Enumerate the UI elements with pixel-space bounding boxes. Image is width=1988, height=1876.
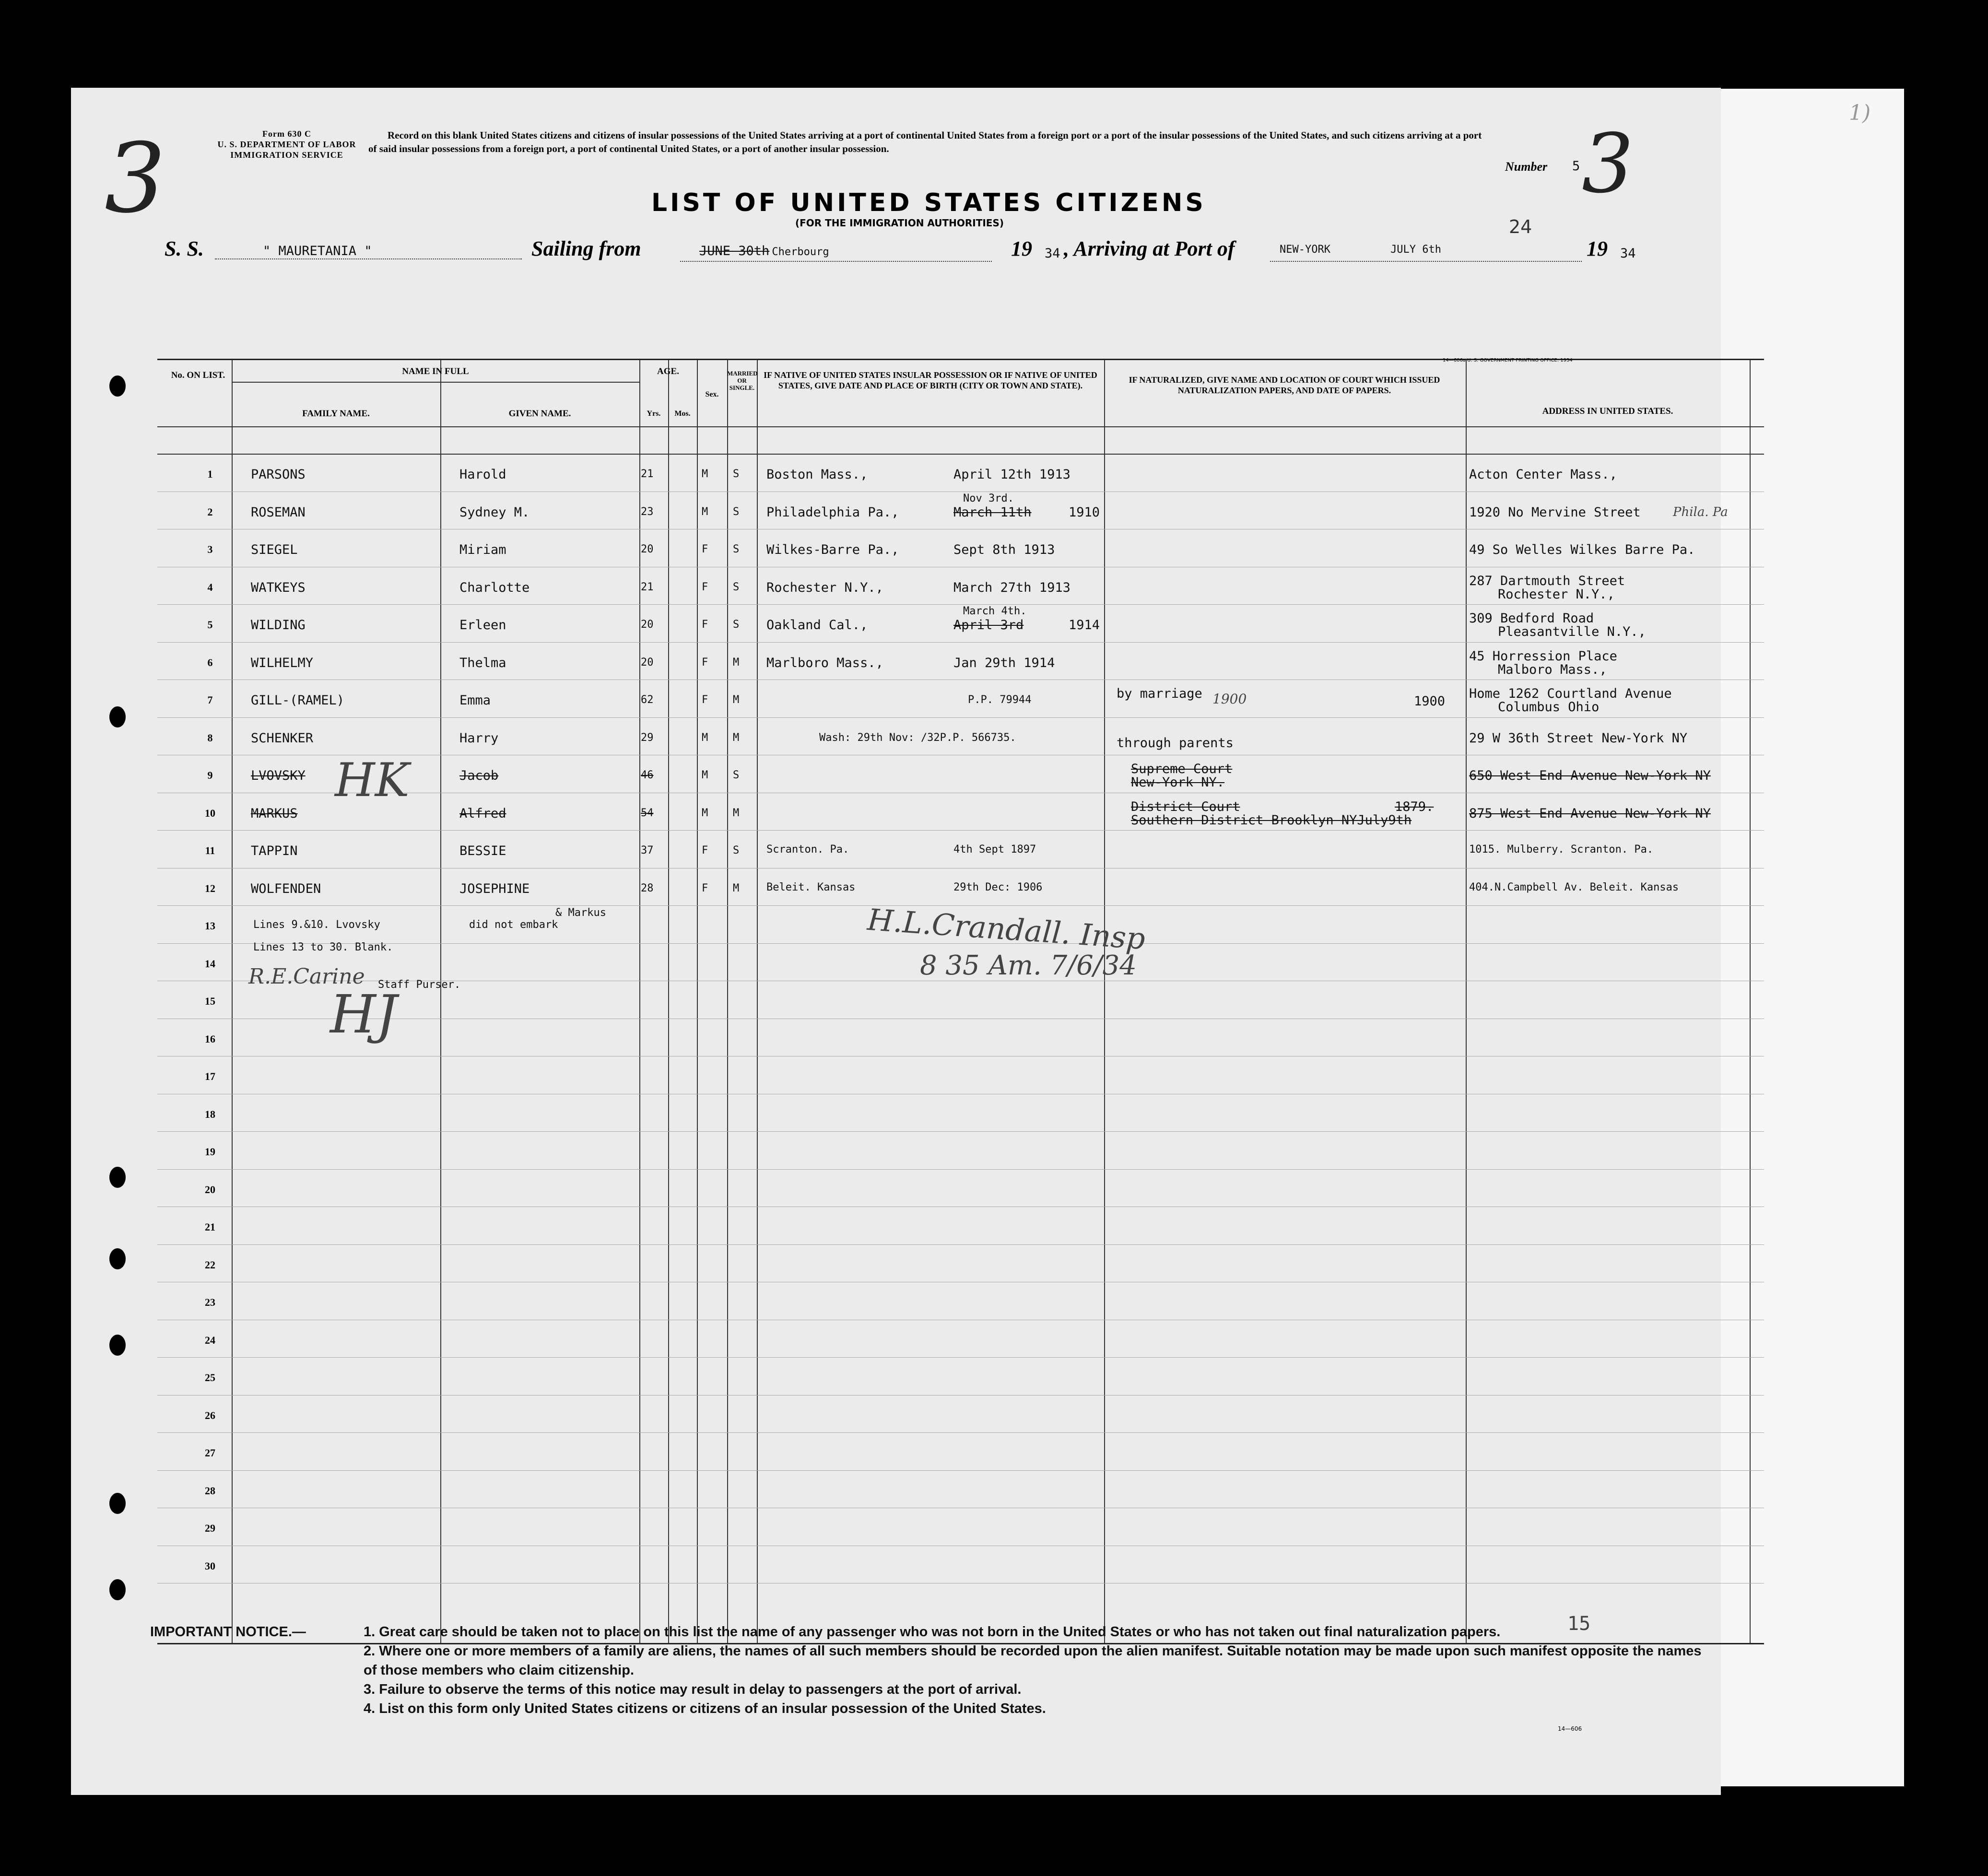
marital-status: M	[733, 807, 740, 819]
family-name: WATKEYS	[251, 580, 306, 595]
markus-insert: & Markus	[555, 907, 606, 919]
marital-status: M	[733, 882, 740, 894]
line-number: 9	[207, 769, 213, 781]
line-number: 20	[205, 1183, 215, 1196]
line-number: 10	[205, 807, 215, 819]
age-years: 20	[641, 656, 654, 668]
sex: M	[702, 731, 708, 744]
birth-place: Rochester N.Y.,	[766, 580, 883, 595]
naturalization: Supreme Court	[1131, 762, 1233, 776]
family-name: WILHELMY	[251, 655, 314, 670]
purser-signature: R.E.Carine	[248, 964, 365, 989]
naturalization: through parents	[1117, 735, 1234, 750]
line-number: 12	[205, 882, 215, 894]
age-years: 20	[641, 619, 654, 631]
birth-place: Marlboro Mass.,	[766, 655, 883, 670]
marital-status: S	[733, 468, 740, 480]
address: 404.N.Campbell Av. Beleit. Kansas	[1469, 881, 1679, 893]
sex: M	[702, 505, 708, 518]
punch-hole	[109, 1167, 126, 1188]
row-rule	[157, 1432, 1764, 1433]
sailing-label: Sailing from	[531, 237, 641, 260]
given-name: JOSEPHINE	[459, 881, 530, 896]
line-number: 13	[205, 920, 215, 932]
remark-line13b: did not embark	[469, 919, 558, 931]
line-number: 19	[205, 1146, 215, 1158]
ss-label: S. S.	[165, 237, 204, 260]
marital-status: S	[733, 619, 740, 631]
row-rule	[157, 604, 1764, 605]
sex: F	[702, 619, 708, 631]
birth-date-struck: April 3rd	[953, 618, 1024, 633]
col-naturalized: IF NATURALIZED, GIVE NAME AND LOCATION OF COURT WHICH ISSUED NATURALIZATION PAPERS, AND DATE OF PAPERS.	[1129, 375, 1440, 395]
remark-line13a: Lines 9.&10. Lvovsky	[253, 919, 380, 931]
family-name: SIEGEL	[251, 542, 298, 557]
family-name: WILDING	[251, 618, 306, 633]
row-rule	[157, 642, 1764, 643]
line-number: 5	[207, 619, 213, 631]
birth-place: Philadelphia Pa.,	[766, 504, 899, 520]
given-name: Thelma	[459, 655, 506, 670]
col-age: AGE.	[657, 366, 679, 376]
row-rule	[157, 1169, 1764, 1170]
age-years: 21	[641, 468, 654, 480]
line-number: 4	[207, 581, 213, 593]
arriving-label: , Arriving at Port of	[1064, 237, 1235, 260]
naturalization-year: 1879.	[1395, 799, 1434, 814]
sex: F	[702, 581, 708, 593]
line-number: 11	[205, 844, 215, 856]
col-mos: Mos.	[674, 410, 691, 418]
row-rule	[157, 1244, 1764, 1245]
col-given: GIVEN NAME.	[508, 409, 571, 419]
hand-initials-2: HJ	[330, 984, 398, 1045]
sex: M	[702, 468, 708, 480]
number-value: 5	[1572, 159, 1580, 174]
family-name: MARKUS	[251, 806, 298, 821]
col-name: NAME IN FULL	[402, 366, 469, 376]
given-name: Emma	[459, 693, 491, 708]
number-label: Number	[1505, 160, 1548, 174]
naturalization-court: New-York NY.	[1131, 775, 1225, 790]
line-number: 16	[205, 1032, 215, 1045]
birth-place: Wilkes-Barre Pa.,	[766, 542, 899, 557]
sex: F	[702, 543, 708, 555]
number-hand: 3	[1582, 117, 1634, 211]
punch-hole	[109, 1248, 126, 1269]
row-rule	[157, 1131, 1764, 1132]
sex: M	[702, 769, 708, 781]
given-name: Alfred	[459, 806, 506, 821]
line-number: 1	[207, 468, 213, 480]
inspector-time: 8 35 Am. 7/6/34	[920, 950, 1137, 981]
line-number: 23	[205, 1296, 215, 1308]
address: 287 Dartmouth Street	[1469, 573, 1625, 588]
sex: F	[702, 882, 708, 894]
address-hand: Phila. Pa	[1673, 504, 1728, 519]
address: 875 West End Avenue New-York NY	[1469, 806, 1711, 821]
inspector-signature: H.L.Crandall. Insp	[866, 902, 1147, 957]
row-rule	[157, 1357, 1764, 1358]
page-note: 24	[1509, 216, 1532, 237]
big-number-left: 3	[105, 123, 166, 234]
line-number: 27	[205, 1447, 215, 1459]
line-number: 28	[205, 1484, 215, 1497]
marital-status: M	[733, 731, 740, 744]
passport-number: P.P. 79944	[968, 694, 1032, 706]
notice-item: 2. Where one or more members of a family are aliens, the names of all such members should be recorded upon the alien manifest. Suitable notation may be made upon such manifest opposite the names of those members who claim citizenship.	[364, 1643, 1702, 1678]
line-number: 6	[207, 656, 213, 668]
address: 1015. Mulberry. Scranton. Pa.	[1469, 844, 1654, 856]
address: 45 Horression Place	[1469, 648, 1617, 664]
sex: F	[702, 844, 708, 856]
form-intro: Record on this blank United States citizens and citizens of insular possessions of the United States arriving at a port of continental United States from a foreign port or a port of the insular possessions of the United States, and such citizens arriving at a port of said insular possessions from a foreign port, a port of continental United States, or a port of another insular possession.	[368, 129, 1482, 154]
birth-place: Oakland Cal.,	[766, 618, 868, 633]
family-name: PARSONS	[251, 467, 306, 482]
row-rule	[157, 830, 1764, 831]
naturalization-year-hand: 1900	[1212, 691, 1247, 707]
given-name: Harold	[459, 467, 506, 482]
family-name: ROSEMAN	[251, 504, 306, 520]
col-family: FAMILY NAME.	[302, 409, 370, 419]
naturalization-year: 1900	[1414, 694, 1446, 709]
row-rule	[157, 717, 1764, 718]
family-name: GILL-(RAMEL)	[251, 693, 345, 708]
birth-date: March 27th 1913	[953, 580, 1070, 595]
row-rule	[157, 1470, 1764, 1471]
address: Acton Center Mass.,	[1469, 467, 1617, 482]
birth-place: Boston Mass.,	[766, 467, 868, 482]
page-number: 15	[1567, 1613, 1591, 1635]
birth-place: Scranton. Pa.	[766, 844, 849, 856]
birth-date-correction: Nov 3rd.	[963, 492, 1014, 504]
footer-code: 14—606	[1558, 1725, 1582, 1732]
address-line2: Malboro Mass.,	[1498, 662, 1607, 677]
arrival-year: 34	[1620, 246, 1636, 261]
hand-initials: HK	[335, 753, 410, 807]
punch-hole	[109, 1335, 126, 1356]
address-line2: Columbus Ohio	[1498, 700, 1600, 715]
punch-hole	[109, 375, 126, 397]
line-number: 30	[205, 1559, 215, 1572]
family-name: SCHENKER	[251, 730, 314, 746]
line-number: 3	[207, 543, 213, 555]
address: 1920 No Mervine Street	[1469, 504, 1641, 520]
notice-item: 3. Failure to observe the terms of this notice may result in delay to passengers at the port of arrival.	[364, 1682, 1022, 1697]
col-yrs: Yrs.	[647, 410, 661, 418]
age-years: 29	[641, 731, 654, 744]
punch-hole	[109, 706, 126, 727]
line-number: 15	[205, 995, 215, 1007]
birth-date: 4th Sept 1897	[953, 844, 1036, 856]
line-number: 29	[205, 1522, 215, 1534]
given-name: Sydney M.	[459, 504, 530, 520]
naturalization-court: Southern District Brooklyn NYJuly9th	[1131, 812, 1412, 828]
birth-date-struck: March 11th	[953, 504, 1032, 520]
manifest-page	[71, 88, 1728, 1795]
given-name: Charlotte	[459, 580, 530, 595]
given-name: Erleen	[459, 618, 506, 633]
given-name: Miriam	[459, 542, 506, 557]
page-subtitle: (FOR THE IMMIGRATION AUTHORITIES)	[795, 217, 1004, 229]
family-name: TAPPIN	[251, 844, 298, 858]
age-years: 21	[641, 581, 654, 593]
age-years: 28	[641, 882, 654, 894]
col-address: ADDRESS IN UNITED STATES.	[1542, 406, 1673, 416]
naturalization: by marriage	[1117, 686, 1202, 701]
notice-list	[364, 1622, 1706, 1718]
naturalization: District Court	[1131, 799, 1240, 814]
marital-status: M	[733, 694, 740, 706]
col-sex: Sex.	[705, 390, 719, 399]
line-number: 14	[205, 957, 215, 970]
given-name: Harry	[459, 730, 499, 746]
page-title: LIST OF UNITED STATES CITIZENS	[651, 188, 1206, 217]
notice-label: IMPORTANT NOTICE.—	[150, 1624, 306, 1640]
given-name: Jacob	[459, 768, 499, 783]
birth-place: Beleit. Kansas	[766, 881, 856, 893]
age-years: 54	[641, 807, 654, 819]
col-birth: IF NATIVE OF UNITED STATES INSULAR POSSESSION OR IF NATIVE OF UNITED STATES, GIVE DATE AND PLACE OF BIRTH (CITY OR TOWN AND STATE).	[764, 370, 1097, 390]
passport-number: Wash: 29th Nov: /32P.P. 566735.	[819, 731, 1016, 744]
marital-status: S	[733, 505, 740, 518]
line-number: 26	[205, 1409, 215, 1421]
sex: F	[702, 656, 708, 668]
age-years: 23	[641, 505, 654, 518]
line-number: 22	[205, 1258, 215, 1271]
address: Home 1262 Courtland Avenue	[1469, 686, 1672, 701]
purser-title: Staff Purser.	[378, 979, 461, 991]
given-name: BESSIE	[459, 844, 506, 858]
line-number: 17	[205, 1070, 215, 1082]
line-number: 25	[205, 1372, 215, 1384]
col-married: MARRIED OR SINGLE.	[727, 370, 758, 391]
birth-date: Sept 8th 1913	[953, 542, 1055, 557]
address-line2: Pleasantville N.Y.,	[1498, 624, 1646, 639]
line-number: 7	[207, 694, 213, 706]
birth-date: April 12th 1913	[953, 467, 1070, 482]
line-number: 21	[205, 1221, 215, 1233]
ship-name: " MAURETANIA "	[215, 244, 522, 259]
line-number: 24	[205, 1334, 215, 1346]
marital-status: S	[733, 844, 740, 856]
address: 29 W 36th Street New-York NY	[1469, 730, 1688, 746]
notice-item: 1. Great care should be taken not to place on this list the name of any passenger who was not born in the United States or who has not taken out final naturalization papers.	[364, 1624, 1501, 1640]
arrival-field: NEW-YORK JULY 6th	[1270, 244, 1582, 262]
remark-line14: Lines 13 to 30. Blank.	[253, 941, 393, 953]
age-years: 62	[641, 694, 654, 706]
age-years: 46	[641, 769, 654, 781]
notice-item: 4. List on this form only United States citizens or citizens of an insular possession of the United States.	[364, 1701, 1046, 1716]
corner-mark: 1)	[1849, 101, 1871, 125]
address-line2: Rochester N.Y.,	[1498, 586, 1615, 602]
line-number: 18	[205, 1108, 215, 1120]
arrival-year-label: 19	[1587, 237, 1608, 260]
sailing-field: JUNE 30th Cherbourg	[680, 244, 992, 262]
marital-status: S	[733, 581, 740, 593]
address: 49 So Welles Wilkes Barre Pa.	[1469, 542, 1695, 557]
marital-status: M	[733, 656, 740, 668]
birth-date: 1910	[1069, 504, 1100, 520]
birth-date-correction: March 4th.	[963, 605, 1027, 617]
form-id: Form 630 C U. S. DEPARTMENT OF LABOR IMMIGRATION SERVICE	[217, 129, 356, 160]
address: 309 Bedford Road	[1469, 611, 1594, 626]
address: 650 West End Avenue New-York NY	[1469, 768, 1711, 783]
family-name: LVOVSKY	[251, 768, 306, 783]
line-number: 2	[207, 505, 213, 518]
marital-status: S	[733, 543, 740, 555]
line-number: 8	[207, 731, 213, 744]
birth-date: 29th Dec: 1906	[953, 881, 1043, 893]
marital-status: S	[733, 769, 740, 781]
punch-hole	[109, 1579, 126, 1600]
birth-date: 1914	[1069, 618, 1100, 633]
col-no: No. ON LIST.	[171, 370, 225, 380]
sex: F	[702, 694, 708, 706]
age-years: 37	[641, 844, 654, 856]
printer-mark: 14—606a U. S. GOVERNMENT PRINTING OFFICE: 1934	[1443, 358, 1573, 363]
passenger-table	[157, 359, 1764, 1644]
family-name: WOLFENDEN	[251, 881, 321, 896]
birth-date: Jan 29th 1914	[953, 655, 1055, 670]
row-rule	[157, 905, 1764, 906]
year-label: 19	[1011, 237, 1032, 260]
age-years: 20	[641, 543, 654, 555]
punch-hole	[109, 1493, 126, 1514]
year-value: 34	[1045, 246, 1060, 261]
sex: M	[702, 807, 708, 819]
